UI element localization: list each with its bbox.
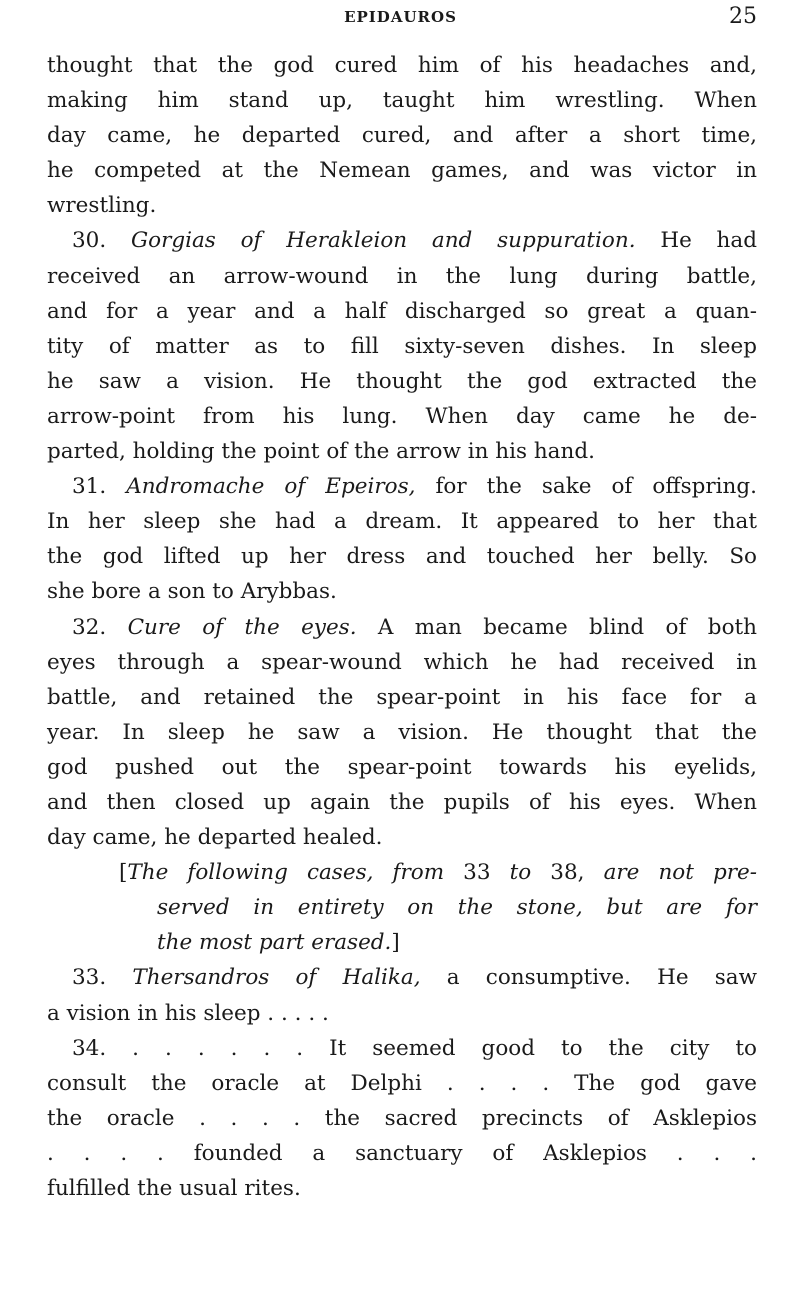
italic-text: Cure of the eyes. [127, 614, 357, 640]
text-segment: battle, and retained the spear-point in his face for a [47, 684, 757, 710]
text-segment: 30. [72, 228, 131, 254]
text-line [47, 329, 757, 364]
text-segment: he saw a vision. He thought the god extracted the [47, 368, 757, 394]
text-segment: 33 [444, 860, 510, 886]
italic-text: to [509, 860, 532, 886]
text-line [47, 223, 757, 258]
text-line [47, 645, 757, 680]
text-segment: for the sake of offspring. [415, 474, 757, 500]
text-segment: wrestling. [47, 193, 157, 219]
text-segment: 31. [72, 474, 127, 500]
text-line [47, 1031, 757, 1066]
text-line [47, 855, 757, 890]
text-line [47, 118, 757, 153]
text-line [47, 294, 757, 329]
text-segment: he competed at the Nemean games, and was victor in [47, 158, 757, 184]
text-line [47, 610, 757, 645]
text-line [47, 996, 757, 1031]
text-segment: and for a year and a half discharged so great a quan- [47, 298, 757, 324]
text-line [47, 820, 757, 855]
italic-text: served in entirety on the stone, but are for [157, 895, 757, 921]
text-line [47, 48, 757, 83]
text-line [47, 750, 757, 785]
italic-text: Gorgias of Herakleion and suppuration. [130, 228, 636, 254]
text-segment: consult the oracle at Delphi . . . . The god gave [47, 1070, 757, 1096]
text-line [47, 574, 757, 609]
text-segment: eyes through a spear-wound which he had received in [47, 649, 757, 675]
page-body [47, 48, 757, 1206]
text-line [47, 1066, 757, 1101]
text-line [47, 188, 757, 223]
text-line [47, 925, 757, 960]
text-segment: a vision in his sleep . . . . . [47, 1000, 329, 1026]
italic-text: Thersandros of Halika, [132, 965, 421, 991]
text-segment: . . . . founded a sanctuary of Asklepios . . . [47, 1140, 757, 1166]
text-segment: 34. . . . . . . It seemed good to the city to [72, 1035, 757, 1061]
text-segment: the god lifted up her dress and touched her belly. So [47, 544, 757, 570]
text-line [47, 364, 757, 399]
text-segment: received an arrow-wound in the lung during battle, [47, 263, 757, 289]
text-line [47, 785, 757, 820]
italic-text: the most part erased. [157, 930, 392, 956]
text-segment: she bore a son to Arybbas. [47, 579, 337, 605]
page-number: 25 [729, 4, 757, 29]
text-line [47, 539, 757, 574]
text-segment: arrow-point from his lung. When day came he de- [47, 403, 757, 429]
text-line [47, 960, 757, 995]
text-segment: He had [635, 228, 757, 254]
text-segment: the oracle . . . . the sacred precincts of Asklepios [47, 1105, 757, 1131]
text-segment: and then closed up again the pupils of his eyes. When [47, 789, 757, 815]
text-segment: day came, he departed healed. [47, 825, 383, 851]
text-segment: thought that the god cured him of his headaches and, [47, 53, 757, 78]
text-segment: 33. [72, 965, 133, 991]
text-segment: [ [119, 860, 128, 886]
text-segment: day came, he departed cured, and after a short time, [47, 123, 757, 149]
text-line [47, 153, 757, 188]
text-line [47, 1136, 757, 1171]
italic-text: The following cases, from [127, 860, 445, 886]
text-line [47, 399, 757, 434]
text-segment: In her sleep she had a dream. It appeared to her that [47, 509, 757, 535]
text-line [47, 1101, 757, 1136]
text-line [47, 504, 757, 539]
text-segment: 32. [72, 614, 128, 640]
text-line [47, 83, 757, 118]
text-segment: tity of matter as to fill sixty-seven dishes. In sleep [47, 333, 757, 359]
text-line [47, 1171, 757, 1206]
text-line [47, 680, 757, 715]
italic-text: are not pre- [603, 860, 757, 886]
text-line [47, 434, 757, 469]
text-segment: 38, [531, 860, 604, 886]
text-segment: year. In sleep he saw a vision. He thought that the [47, 719, 757, 745]
text-line [47, 259, 757, 294]
running-title: EPIDAUROS [344, 8, 457, 26]
text-segment: god pushed out the spear-point towards his eyelids, [47, 754, 757, 780]
text-line [47, 715, 757, 750]
text-segment: making him stand up, taught him wrestling. When [47, 88, 757, 114]
text-line [47, 890, 757, 925]
text-line [47, 469, 757, 504]
text-segment: ] [391, 930, 400, 956]
text-segment: fulfilled the usual rites. [47, 1176, 301, 1201]
italic-text: Andromache of Epeiros, [126, 474, 416, 500]
text-segment: parted, holding the point of the arrow in his hand. [47, 439, 595, 465]
running-header [0, 4, 801, 32]
text-segment: a consumptive. He saw [420, 965, 757, 991]
text-segment: A man became blind of both [356, 614, 758, 640]
